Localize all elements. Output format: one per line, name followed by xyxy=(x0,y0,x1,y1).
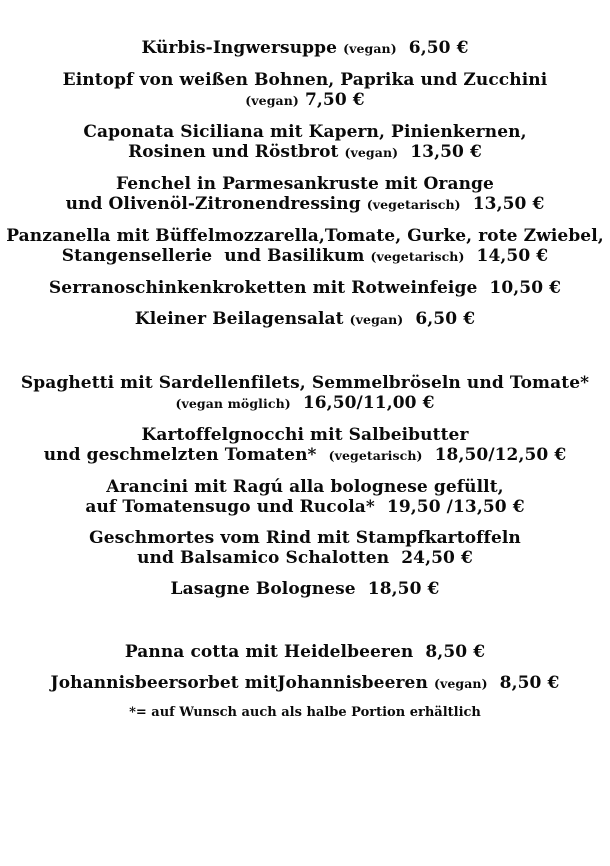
price: 8,50 € xyxy=(487,673,560,693)
menu-item xyxy=(0,309,610,330)
menu-item xyxy=(0,278,610,298)
menu-line xyxy=(0,246,610,267)
menu-line xyxy=(0,642,610,662)
dish-text: Rosinen und Röstbrot xyxy=(128,142,345,162)
price: 13,50 € xyxy=(460,194,545,214)
menu-section-mains xyxy=(0,373,610,599)
menu-line xyxy=(0,477,610,497)
menu-item xyxy=(0,425,610,466)
dish-text: Fenchel in Parmesankruste mit Orange xyxy=(116,174,494,194)
price: 19,50 /13,50 € xyxy=(374,497,525,517)
price: 8,50 € xyxy=(413,642,486,662)
diet-label: (vegan möglich) xyxy=(175,396,291,411)
menu-line xyxy=(0,579,610,599)
diet-label: (vegan) xyxy=(344,145,399,160)
dish-text: und geschmelzten Tomaten* xyxy=(43,445,329,465)
menu-item xyxy=(0,122,610,163)
menu-line xyxy=(0,38,610,59)
price: 6,50 € xyxy=(403,309,476,329)
menu-line xyxy=(0,174,610,194)
menu-line xyxy=(0,309,610,330)
dish-text: Kartoffelgnocchi mit Salbeibutter xyxy=(141,425,469,445)
price: 13,50 € xyxy=(398,142,482,162)
menu-line xyxy=(0,70,610,90)
dish-text: Panna cotta mit Heidelbeeren xyxy=(124,642,414,662)
menu-item xyxy=(0,579,610,599)
menu-line xyxy=(0,548,610,568)
price: 6,50 € xyxy=(396,38,469,58)
menu-line xyxy=(0,673,610,694)
menu-section-starters xyxy=(0,38,610,330)
price: 18,50 € xyxy=(355,579,440,599)
menu-item xyxy=(0,642,610,662)
dish-text: Geschmortes vom Rind mit Stampfkartoffeln xyxy=(89,528,521,548)
menu-item xyxy=(0,226,610,267)
dish-text: Johannisbeersorbet mitJohannisbeeren xyxy=(50,673,434,693)
dish-text: Serranoschinkenkroketten mit Rotweinfeige xyxy=(48,278,478,298)
footnote: *= auf Wunsch auch als halbe Portion erhältlich xyxy=(129,705,481,720)
menu-line xyxy=(0,278,610,298)
price: 18,50/12,50 € xyxy=(422,445,567,465)
menu-line xyxy=(0,226,610,246)
diet-label: (vegan) xyxy=(245,93,299,108)
menu-line xyxy=(0,528,610,548)
dish-text: Spaghetti mit Sardellenfilets, Semmelbröseln und Tomate* xyxy=(20,373,590,393)
diet-label: (vegetarisch) xyxy=(370,249,465,264)
price: 10,50 € xyxy=(477,278,562,298)
dish-text: auf Tomatensugo und Rucola* xyxy=(85,497,375,517)
dish-text: und Olivenöl-Zitronendressing xyxy=(65,194,367,214)
price: 14,50 € xyxy=(464,246,549,266)
dish-text: und Balsamico Schalotten xyxy=(137,548,390,568)
menu-sections xyxy=(0,38,610,694)
dish-text: Panzanella mit Büffelmozzarella,Tomate, Gurke, rote Zwiebel, xyxy=(6,226,604,246)
menu-line xyxy=(0,425,610,445)
menu-line xyxy=(0,142,610,163)
dish-text: Arancini mit Ragú alla bolognese gefüllt, xyxy=(106,477,504,497)
menu-item xyxy=(0,70,610,111)
dish-text: Kleiner Beilagensalat xyxy=(134,309,350,329)
diet-label: (vegetarisch) xyxy=(366,197,461,212)
price: 24,50 € xyxy=(389,548,473,568)
diet-label: (vegan) xyxy=(349,312,404,327)
diet-label: (vegan) xyxy=(343,41,397,56)
menu-line xyxy=(0,497,610,517)
menu-item xyxy=(0,174,610,215)
menu-line xyxy=(0,194,610,215)
menu-line xyxy=(0,445,610,466)
price: 7,50 € xyxy=(298,90,365,110)
dish-text: Stangensellerie und Basilikum xyxy=(61,246,371,266)
menu-line xyxy=(0,373,610,393)
menu-item xyxy=(0,38,610,59)
dish-text: Kürbis-Ingwersuppe xyxy=(141,38,344,58)
dish-text: Eintopf von weißen Bohnen, Paprika und Zucchini xyxy=(62,70,548,90)
dish-text: Lasagne Bolognese xyxy=(170,579,356,599)
diet-label: (vegetarisch) xyxy=(328,448,423,463)
menu-line xyxy=(0,122,610,142)
menu-item xyxy=(0,528,610,568)
menu-line xyxy=(0,393,610,414)
menu-item xyxy=(0,477,610,517)
menu-item xyxy=(0,673,610,694)
menu-item xyxy=(0,373,610,414)
menu-section-desserts xyxy=(0,642,610,694)
price: 16,50/11,00 € xyxy=(290,393,435,413)
dish-text: Caponata Siciliana mit Kapern, Pinienkernen, xyxy=(83,122,527,142)
menu-line xyxy=(0,90,610,111)
diet-label: (vegan) xyxy=(433,676,488,691)
